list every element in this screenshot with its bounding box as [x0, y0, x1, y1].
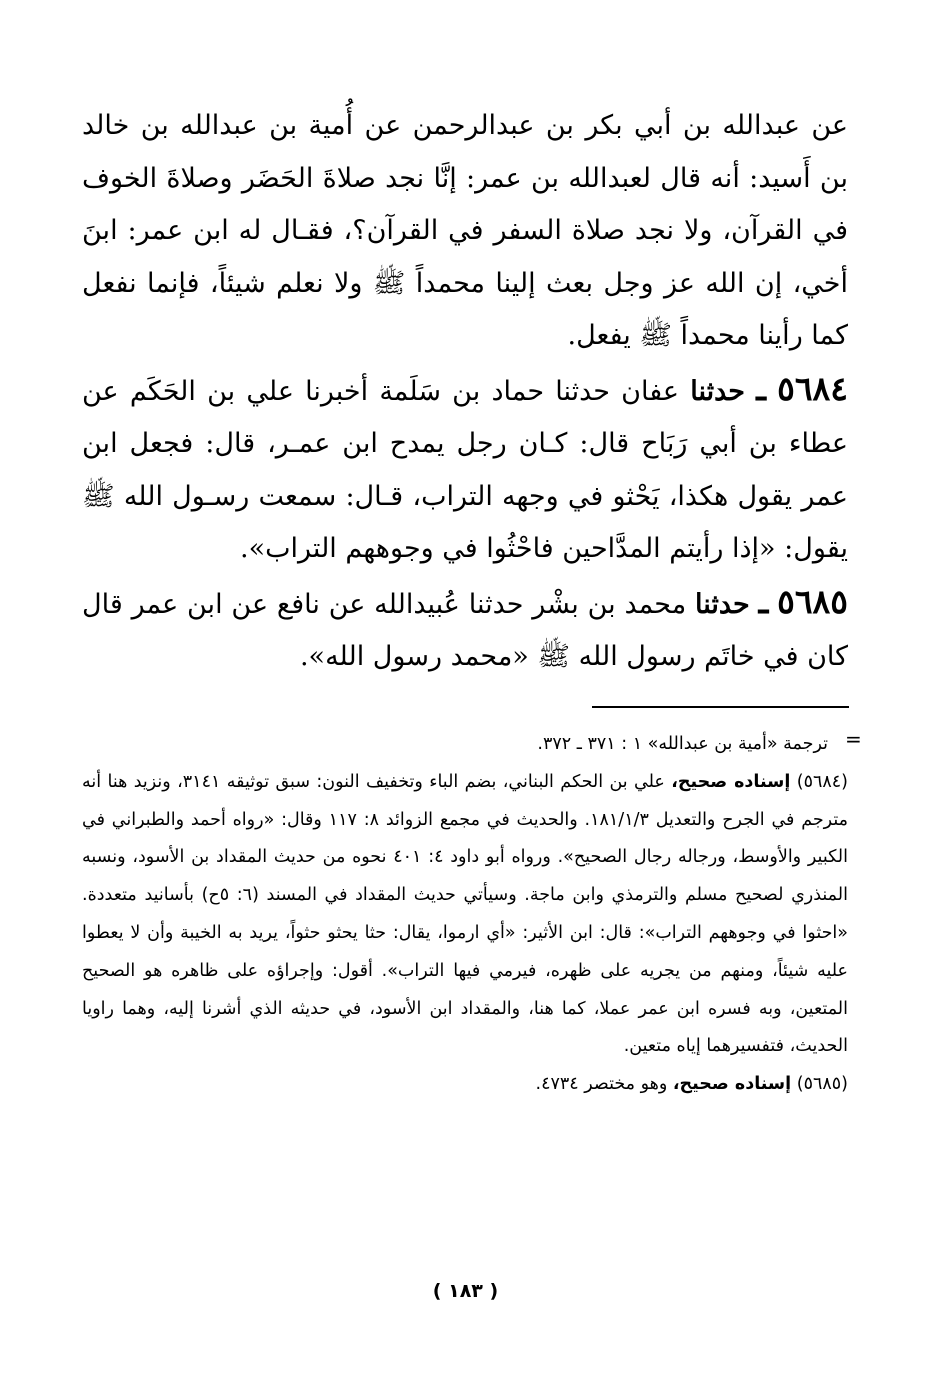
continuation-paragraph: عن عبدالله بن أبي بكر بن عبدالرحمن عن أُمية بن عبدالله بن خالد بن أَسيد: أنه قال لعبدالله بن عمر: إنَّا نجد صلاةَ الحَضَر وصلاةَ الخوف في القرآن، ولا نجد صلاة السفر في القرآن؟، فقـال له ابن عمر: ابنَ أخي، إن الله عز وجل بعث إلينا محمداً ﷺ ولا نعلم شيئاً، فإنما نفعل كما رأينا محمداً ﷺ يفعل.: [82, 110, 848, 351]
hadith-number: ٥٦٨٥: [777, 581, 848, 621]
hadith-text: محمد بن بشْر حدثنا عُبيدالله عن نافع عن ابن عمر قال كان في خاتَم رسول الله ﷺ «محمد رسول الله».: [82, 588, 848, 672]
footnote-continuation: ترجمة «أمية بن عبدالله» ١ : ٣٧١ ـ ٣٧٢.: [537, 734, 828, 754]
hadith-opening: حدثنا: [695, 588, 750, 620]
footnote-label: إسناده صحيح،: [671, 771, 791, 792]
hadith-text: عفان حدثنا حماد بن سَلَمة أخبرنا علي بن الحَكَم عن عطاء بن أبي رَبَاح قال: كـان رجل يمدح ابن عمـر، قال: فجعل ابن عمر يقول هكذا، يَحْثو في وجهه التراب، قـال: سمعت رسـول الله ﷺ يقول: «إذا رأيتم المدَّاحين فاحْثُوا في وجوههم التراب».: [82, 375, 848, 564]
continuation-mark: =: [845, 727, 862, 751]
hadith-dash: ـ: [758, 581, 769, 621]
hadith-opening: حدثنا: [690, 375, 745, 407]
footnote-number: (٥٦٨٥): [796, 1074, 848, 1095]
main-text: [82, 100, 848, 684]
hadith-number: ٥٦٨٤: [777, 368, 848, 408]
footnote-separator: [592, 706, 849, 708]
footnote-5685: [82, 1066, 848, 1104]
footnotes: [82, 726, 848, 1104]
hadith-5685: [82, 576, 848, 684]
page-number: ( ١٨٣ ): [432, 1280, 499, 1302]
footnote-number: (٥٦٨٤): [796, 771, 848, 792]
hadith-dash: ـ: [756, 368, 766, 408]
footnote-text: علي بن الحكم البناني، بضم الباء وتخفيف النون: سبق توثيقه ٣١٤١، ونزيد هنا أنه مترجم في الجرح والتعديل ١٨١/١/٣. والحديث في مجمع الزوائد ٨: ١١٧ وقال: «رواه أحمد والطبراني في الكبير والأوسط، ورجاله رجال الصحيح». ورواه أبو داود ٤: ٤٠١ نحوه من حديث المقداد بن الأسود، ونسبه المنذري لصحيح مسلم والترمذي وابن ماجة. وسيأتي حديث المقداد في المسند (٦: ٥ح) بأسانيد متعددة. «احثوا في وجوههم التراب»: قال: ابن الأثير: «أي ارموا، يقال: حثا يحثو حثواً، يريد به الخيبة وأن لا يعطوا عليه شيئاً، ومنهم من يجريه على ظهره، فيرمي فيها التراب». أقول: وإجراؤه على ظاهره هو الصحيح المتعين، وبه فسره ابن عمر عملا، كما هنا، والمقداد ابن الأسود، في حديثه الذي أشرنا إليه، وهما راويا الحديث، فتفسيرهما إياه متعين.: [82, 771, 848, 1057]
footnote-5684: [82, 764, 848, 1066]
hadith-5684: [82, 363, 848, 576]
footnote-text: وهو مختصر ٤٧٣٤.: [535, 1074, 668, 1095]
footnote-label: إسناده صحيح،: [672, 1074, 792, 1095]
